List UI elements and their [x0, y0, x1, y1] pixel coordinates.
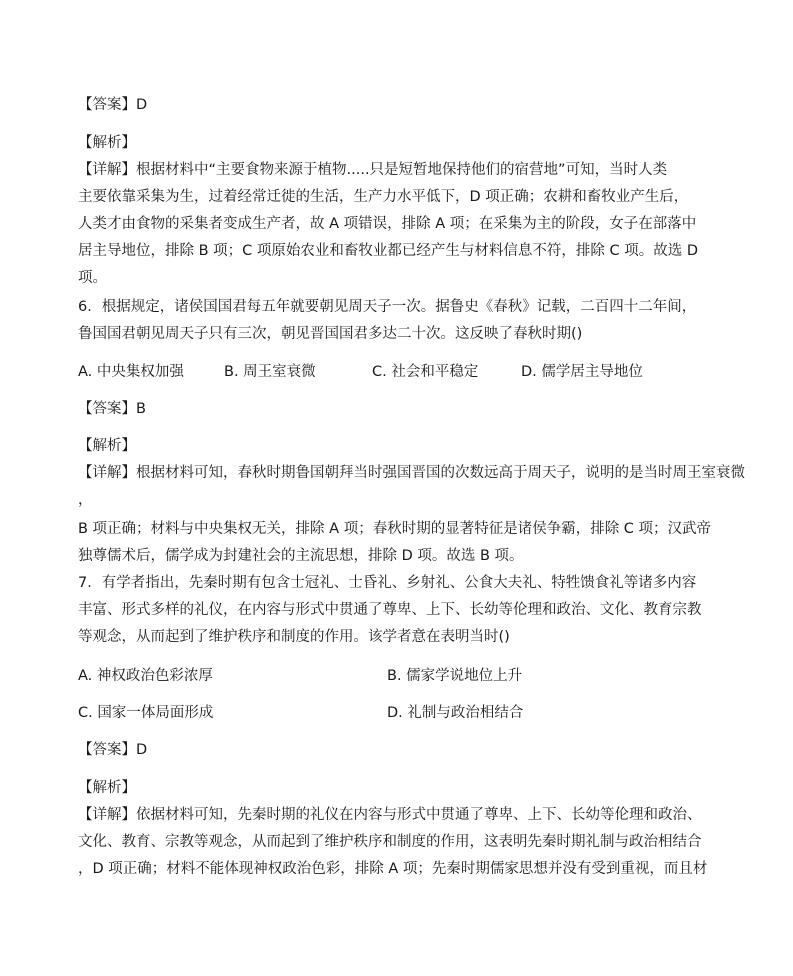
- analysis-heading-q6: 【解析】: [78, 438, 136, 454]
- q7-option-a: A. 神权政治色彩浓厚: [78, 668, 213, 684]
- q6-option-d: D. 儒学居主导地位: [521, 364, 643, 380]
- detail-q7-line-2: 文化、教育、宗教等观念，从而起到了维护秩序和制度的作用，这表明先秦时期礼制与政治相结合: [78, 834, 702, 850]
- q7-option-c: C. 国家一体局面形成: [78, 705, 214, 721]
- detail-q5-line-3: 人类才由食物的采集者变成生产者，故 A 项错误，排除 A 项；在采集为主的阶段，女子在部落中: [78, 216, 697, 232]
- analysis-heading-q7: 【解析】: [78, 780, 136, 796]
- q7-option-d: D. 礼制与政治相结合: [387, 705, 524, 721]
- q6-option-a: A. 中央集权加强: [78, 364, 184, 380]
- q7-option-b: B. 儒家学说地位上升: [387, 668, 523, 684]
- detail-q6-line-3: B 项正确；材料与中央集权无关，排除 A 项；春秋时期的显著特征是诸侯争霸，排除 C 项；汉武帝: [78, 521, 712, 537]
- detail-q6-line-1: 【详解】根据材料可知，春秋时期鲁国朝拜当时强国晋国的次数远高于周天子，说明的是当时周王室衰微: [78, 465, 745, 481]
- question-6-stem-2: 鲁国国君朝见周天子只有三次，朝见晋国国君多达二十次。这反映了春秋时期(): [78, 326, 583, 342]
- detail-q6-line-2: ，: [78, 492, 93, 508]
- question-6-stem-1: 6．根据规定，诸侯国国君每五年就要朝见周天子一次。据鲁史《春秋》记载，二百四十二年间，: [78, 299, 697, 315]
- question-7-stem-3: 等观念，从而起到了维护秩序和制度的作用。该学者意在表明当时(): [78, 629, 510, 645]
- detail-q5-line-2: 主要依靠采集为生，过着经常迁徙的生活，生产力水平低下，D 项正确；农耕和畜牧业产生后，: [78, 189, 689, 205]
- answer-q7: 【答案】D: [78, 742, 148, 758]
- detail-q7-line-1: 【详解】依据材料可知，先秦时期的礼仪在内容与形式中贯通了尊卑、上下、长幼等伦理和政治、: [78, 807, 702, 823]
- detail-q7-line-3: ，D 项正确；材料不能体现神权政治色彩，排除 A 项；先秦时期儒家思想并没有受到重视，而且材: [78, 861, 708, 877]
- question-7-stem-1: 7．有学者指出，先秦时期有包含士冠礼、士昏礼、乡射礼、公食大夫礼、特牲馈食礼等诸多内容: [78, 575, 697, 591]
- detail-q5-line-5: 项。: [78, 270, 107, 286]
- detail-q5-line-4: 居主导地位，排除 B 项；C 项原始农业和畜牧业都已经产生与材料信息不符，排除 C 项。故选 D: [78, 243, 699, 259]
- detail-q5-line-1: 【详解】根据材料中“主要食物来源于植物.....只是短暂地保持他们的宿营地”可知，当时人类: [78, 162, 668, 178]
- answer-q6: 【答案】B: [78, 401, 146, 417]
- analysis-heading-q5: 【解析】: [78, 135, 136, 151]
- answer-q5: 【答案】D: [78, 97, 148, 113]
- q6-option-b: B. 周王室衰微: [224, 364, 316, 380]
- q6-option-c: C. 社会和平稳定: [372, 364, 479, 380]
- question-7-stem-2: 丰富、形式多样的礼仪，在内容与形式中贯通了尊卑、上下、长幼等伦理和政治、文化、教育宗教: [78, 602, 702, 618]
- detail-q6-line-4: 独尊儒术后，儒学成为封建社会的主流思想，排除 D 项。故选 B 项。: [78, 548, 524, 564]
